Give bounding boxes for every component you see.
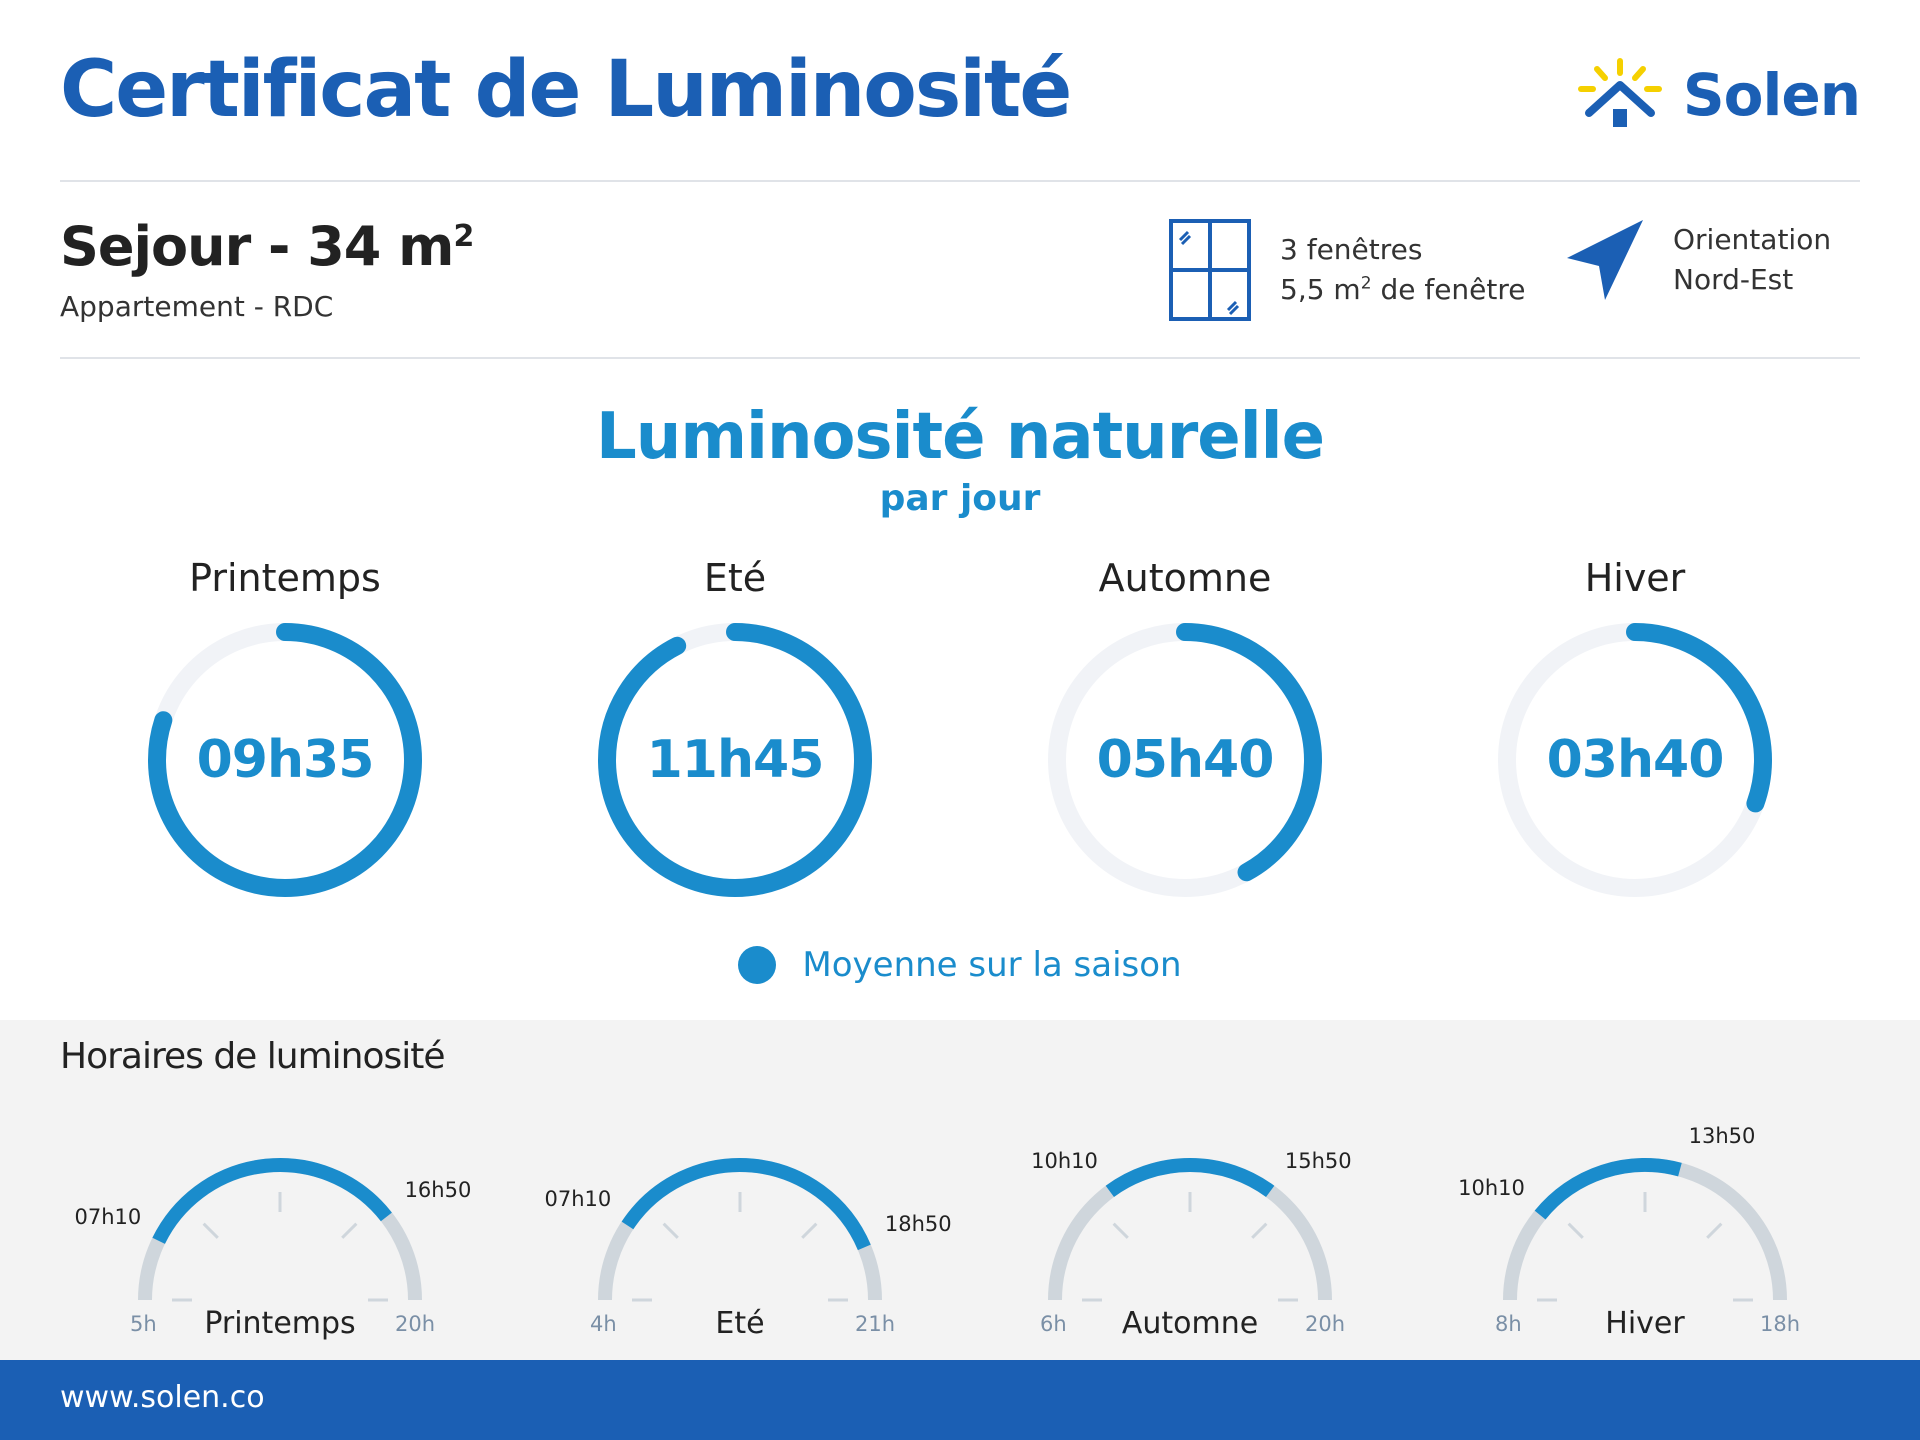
season-duration: 05h40: [1096, 730, 1274, 790]
legend-dot-icon: [738, 946, 776, 984]
gauge-season-name: Hiver: [1605, 1306, 1685, 1341]
season-card: [65, 550, 505, 910]
season-card: [1415, 550, 1855, 910]
gauge-chart: [1465, 1140, 1825, 1315]
gauge-max-label: 20h: [1305, 1312, 1346, 1336]
gauge-tick: [342, 1224, 356, 1238]
gauge-end-time: 18h50: [884, 1212, 952, 1237]
navigation-arrow-icon: [1565, 218, 1645, 302]
gauge-daylight-arc: [627, 1165, 864, 1247]
natural-light-title: Luminosité naturelle: [596, 400, 1324, 474]
season-duration: 11h45: [646, 730, 824, 790]
season-ring: [135, 610, 435, 910]
gauge-chart: [100, 1140, 460, 1315]
gauge-tick: [1707, 1224, 1721, 1238]
gauge-tick: [1569, 1224, 1583, 1238]
page-title: Certificat de Luminosité: [60, 45, 1071, 135]
gauge-track: [145, 1165, 415, 1300]
gauge-end-time: 13h50: [1688, 1124, 1756, 1149]
room-subtitle: Appartement - RDC: [60, 290, 334, 323]
room-name-unit-exp: 2: [453, 219, 474, 254]
schedule-gauge: [1010, 1140, 1370, 1350]
brand-logo: [1575, 50, 1860, 140]
gauge-tick: [1252, 1224, 1266, 1238]
schedule-gauge: [74, 1140, 472, 1350]
gauge-start-time: 10h10: [1458, 1175, 1525, 1200]
gauge-tick: [204, 1224, 218, 1238]
room-name: [60, 215, 473, 278]
window-count: 3 fenêtres: [1280, 233, 1423, 266]
divider: [60, 357, 1860, 359]
footer-link[interactable]: www.solen.co: [60, 1380, 265, 1415]
gauge-track: [1510, 1165, 1780, 1300]
gauge-track: [605, 1165, 875, 1300]
legend: [0, 945, 1920, 985]
window-icon: [1168, 218, 1252, 322]
season-duration: 03h40: [1546, 730, 1724, 790]
window-area-value: 5,5 m: [1280, 273, 1361, 306]
gauge-chart: [560, 1140, 920, 1315]
season-card: [515, 550, 955, 910]
gauge-max-label: 20h: [395, 1312, 436, 1336]
season-ring: [1035, 610, 1335, 910]
gauge-tick: [664, 1224, 678, 1238]
gauge-min-label: 6h: [1040, 1312, 1067, 1336]
footer: [0, 1360, 1920, 1440]
natural-light-subtitle: par jour: [879, 478, 1041, 519]
gauge-max-label: 21h: [855, 1312, 896, 1336]
schedule-title: Horaires de luminosité: [60, 1036, 445, 1077]
gauge-tick: [1114, 1224, 1128, 1238]
gauge-max-label: 18h: [1760, 1312, 1801, 1336]
gauge-start-time: 07h10: [74, 1204, 142, 1229]
window-area-suffix: de fenêtre: [1371, 273, 1526, 306]
gauge-daylight-arc: [1110, 1165, 1270, 1191]
season-name: Printemps: [189, 556, 381, 600]
gauge-end-time: 16h50: [404, 1177, 472, 1202]
season-duration: 09h35: [196, 730, 374, 790]
gauge-start-time: 10h10: [1031, 1148, 1098, 1173]
orientation-value: Nord-Est: [1673, 263, 1794, 296]
divider: [60, 180, 1860, 182]
gauge-end-time: 15h50: [1284, 1148, 1352, 1173]
gauge-season-name: Printemps: [204, 1306, 356, 1341]
season-name: Automne: [1098, 556, 1272, 600]
schedule-gauge: [544, 1140, 952, 1350]
gauge-track: [1055, 1165, 1325, 1300]
season-name: Eté: [703, 556, 767, 600]
gauge-min-label: 5h: [130, 1312, 157, 1336]
brand-name: Solen: [1682, 61, 1860, 129]
season-card: [965, 550, 1405, 910]
gauge-min-label: 4h: [590, 1312, 617, 1336]
gauge-daylight-arc: [1540, 1165, 1680, 1215]
sun-house-icon: [1575, 55, 1665, 135]
orientation-info: [1565, 218, 1831, 302]
windows-info: [1168, 218, 1526, 322]
gauge-start-time: 07h10: [544, 1187, 612, 1212]
gauge-season-name: Automne: [1121, 1306, 1259, 1341]
season-name: Hiver: [1584, 556, 1686, 600]
gauge-season-name: Eté: [715, 1306, 765, 1341]
gauge-min-label: 8h: [1495, 1312, 1522, 1336]
gauge-tick: [802, 1224, 816, 1238]
season-ring: [585, 610, 885, 910]
window-area: [1280, 270, 1526, 310]
schedule-gauge: [1458, 1124, 1825, 1350]
room-name-text: Sejour - 34 m: [60, 215, 454, 278]
legend-label: Moyenne sur la saison: [802, 945, 1182, 985]
orientation-label: Orientation: [1673, 223, 1832, 256]
window-area-exp: 2: [1360, 273, 1372, 294]
season-ring: [1485, 610, 1785, 910]
